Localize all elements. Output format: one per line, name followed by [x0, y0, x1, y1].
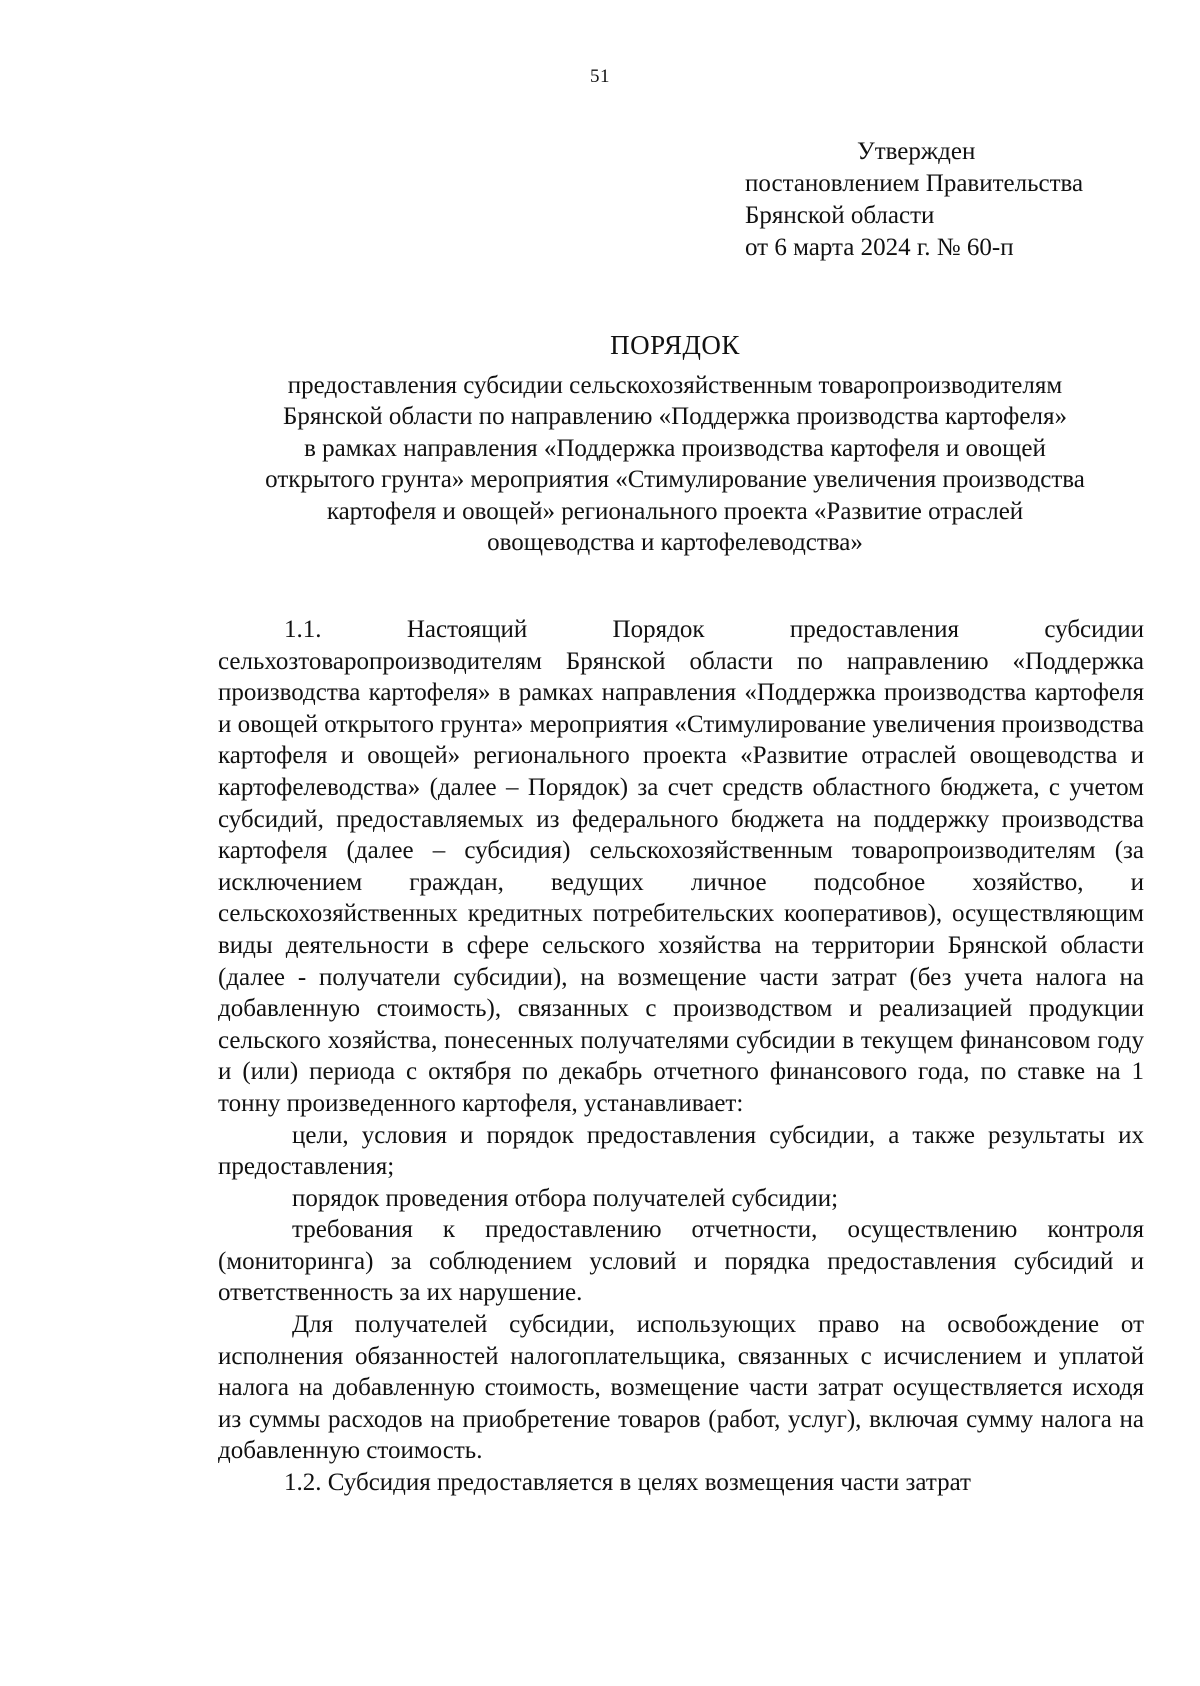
vat-exemption-paragraph: Для получателей субсидии, использующих право на освобождение от исполнения обязанностей налогоплательщика, связанных с исчислением и уплатой налога на добавленную стоимость, возмещение части затрат осуществляется исходя из суммы расходов на приобретение товаров (работ, услуг), включая сумму налога на добавленную стоимость.: [218, 1311, 1144, 1465]
title-line: предоставления субсидии сельскохозяйственным товаропроизводителям: [287, 371, 1063, 399]
document-title: ПОРЯДОК: [610, 330, 740, 360]
list-paragraph-goals: цели, условия и порядок предоставления субсидии, а также результаты их предоставления;: [218, 1121, 1144, 1181]
title-line: картофеля и овощей» регионального проекта «Развитие отраслей: [326, 497, 1024, 525]
approval-line-approved: Утвержден: [857, 138, 976, 165]
approval-line-region: Брянской области: [745, 202, 935, 229]
title-line: в рамках направления «Поддержка производства картофеля и овощей: [304, 434, 1046, 462]
document-body: [218, 614, 1144, 1499]
title-line: овощеводства и картофелеводства»: [487, 529, 863, 556]
approval-line-decree: постановлением Правительства: [745, 170, 1084, 197]
clause-1-2-paragraph: 1.2. Субсидия предоставляется в целях возмещения части затрат: [284, 1469, 971, 1497]
page-number: 51: [590, 66, 610, 87]
list-paragraph-selection: порядок проведения отбора получателей субсидии;: [292, 1184, 839, 1212]
list-paragraph-reporting: требования к предоставлению отчетности, осуществлению контроля (мониторинга) за соблюдением условий и порядка предоставления субсидий и ответственность за их нарушение.: [218, 1216, 1144, 1307]
document-title-block: [210, 330, 1140, 559]
title-line: Брянской области по направлению «Поддержка производства картофеля»: [283, 403, 1067, 430]
clause-1-1-paragraph: 1.1. Настоящий Порядок предоставления субсидии сельхозтоваропроизводителям Брянской области по направлению «Поддержка производства картофеля» в рамках направления «Поддержка производства картофеля и овощей открытого грунта» мероприятия «Стимулирование увеличения производства картофеля и овощей» регионального проекта «Развитие отраслей овощеводства и картофелеводства» (далее – Порядок) за счет средств областного бюджета, с учетом субсидий, предоставляемых из федерального бюджета на поддержку производства картофеля (далее – субсидия) сельскохозяйственным товаропроизводителям (за исключением граждан, ведущих личное подсобное хозяйство, и сельскохозяйственных кредитных потребительских кооперативов), осуществляющим виды деятельности в сфере сельского хозяйства на территории Брянской области (далее - получатели субсидии), на возмещение части затрат (без учета налога на добавленную стоимость), связанных с производством и реализацией продукции сельского хозяйства, понесенных получателями субсидии в текущем финансовом году и (или) периода с октября по декабрь отчетного финансового года, по ставке на 1 тонну произведенного картофеля, устанавливает:: [218, 616, 1144, 1117]
title-line: открытого грунта» мероприятия «Стимулирование увеличения производства: [265, 466, 1085, 493]
approval-stamp: [745, 136, 1083, 264]
approval-line-date: от 6 марта 2024 г. № 60-п: [745, 234, 1014, 261]
